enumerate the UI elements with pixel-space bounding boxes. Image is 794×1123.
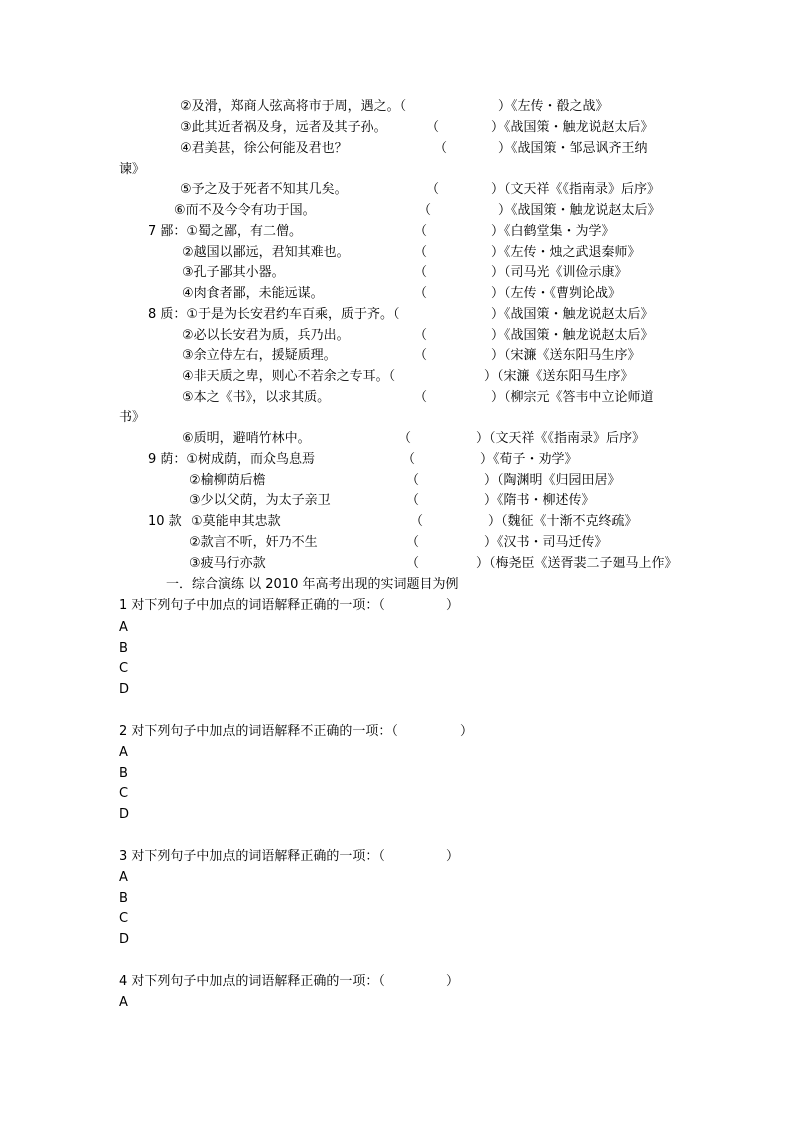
answer-bracket: （	[414, 328, 428, 343]
line-text: ②必以长安君为质，兵乃出。	[182, 328, 350, 343]
option-letter: D	[119, 932, 130, 947]
answer-bracket: （	[414, 245, 428, 260]
option-letter: D	[119, 682, 130, 697]
line-text: 8 质：①于是为长安君约车百乘，质于齐。（	[148, 307, 400, 322]
line-source: ）《左传・殽之战》	[498, 99, 609, 114]
option-letter: A	[119, 620, 128, 635]
line-source: ）（魏征《十渐不克终疏》	[488, 514, 638, 529]
answer-bracket: （	[406, 535, 420, 550]
line-text: ④肉食者鄙，未能远谋。	[182, 286, 324, 301]
line-text: ③孔子鄙其小器。	[182, 265, 285, 280]
line-text: ⑥质明，避哨竹林中。	[182, 431, 311, 446]
answer-bracket: （	[398, 431, 412, 446]
answer-bracket: （	[414, 348, 428, 363]
line-text: ④非天质之卑，则心不若余之专耳。（	[182, 369, 396, 384]
line-text: ③余立侍左右，援疑质理。	[182, 348, 337, 363]
line-text: ⑤予之及于死者不知其几矣。	[180, 182, 348, 197]
answer-bracket: （	[414, 224, 428, 239]
line-source: ）（司马光《训俭示康》	[491, 265, 628, 280]
answer-bracket: （	[414, 265, 428, 280]
answer-bracket: （	[434, 141, 448, 156]
line-source: ）《战国策・触龙说赵太后》	[491, 307, 654, 322]
answer-bracket: ）	[446, 974, 460, 989]
answer-bracket: （	[406, 493, 420, 508]
line-source: ）《汉书・司马迁传》	[484, 535, 608, 550]
heading-text: 一．综合演练 以 2010 年高考出现的实词题目为例	[166, 577, 459, 592]
question-text: 2 对下列句子中加点的词语解释不正确的一项：（	[119, 724, 398, 739]
option-letter: B	[119, 891, 128, 906]
answer-bracket: ）	[460, 724, 474, 739]
question-text: 4 对下列句子中加点的词语解释正确的一项：（	[119, 974, 385, 989]
option-letter: D	[119, 807, 130, 822]
line-source: ）《隋书・柳述传》	[484, 493, 595, 508]
answer-bracket: （	[406, 473, 420, 488]
line-text: ⑥而不及今令有功于国。	[174, 203, 316, 218]
line-source: ）《战国策・触龙说赵太后》	[491, 120, 654, 135]
line-source: ）《战国策・触龙说赵太后》	[498, 203, 661, 218]
option-letter: C	[119, 911, 129, 926]
line-text: 书》	[119, 410, 146, 425]
line-source: ）（文天祥《《指南录》后序》	[476, 431, 646, 446]
line-text: ③疲马行亦款	[189, 556, 266, 571]
option-letter: A	[119, 870, 128, 885]
answer-bracket: （	[410, 514, 424, 529]
question-text: 1 对下列句子中加点的词语解释正确的一项：（	[119, 598, 385, 613]
line-source: ）《白鹤堂集・为学》	[491, 224, 615, 239]
line-source: ）（文天祥《《指南录》后序》	[491, 182, 661, 197]
line-text: 7 鄙：①蜀之鄙，有二僧。	[148, 224, 303, 239]
line-text: ②款言不听，奸乃不生	[189, 535, 318, 550]
answer-bracket: ）	[446, 598, 460, 613]
line-label: 10 款	[148, 514, 182, 529]
option-letter: A	[119, 745, 128, 760]
line-text: ①莫能申其忠款	[191, 514, 281, 529]
line-text: 谏》	[119, 162, 146, 177]
line-text: ②越国以鄙远，君知其难也。	[182, 245, 350, 260]
answer-bracket: （	[418, 203, 432, 218]
option-letter: B	[119, 641, 128, 656]
line-text: ②榆柳荫后檐	[189, 473, 266, 488]
answer-bracket: （	[426, 182, 440, 197]
line-source: ）（左传・《曹刿论战》	[491, 286, 622, 301]
answer-bracket: （	[402, 452, 416, 467]
line-source: ）（柳宗元《答韦中立论师道	[491, 390, 654, 405]
line-source: ）《战国策・触龙说赵太后》	[491, 328, 654, 343]
question-text: 3 对下列句子中加点的词语解释正确的一项：（	[119, 849, 385, 864]
line-source: ）《战国策・邹忌讽齐王纳	[498, 141, 648, 156]
answer-bracket: ）	[446, 849, 460, 864]
option-letter: C	[119, 786, 129, 801]
line-text: ③此其近者祸及身，远者及其子孙。	[180, 120, 387, 135]
line-text: 9 荫：①树成荫，而众鸟息焉	[148, 452, 316, 467]
line-source: ）《左传・烛之武退秦师》	[491, 245, 641, 260]
line-source: ）（宋濂《送东阳马生序》	[484, 369, 634, 384]
line-source: ）（陶渊明《归园田居》	[484, 473, 621, 488]
answer-bracket: （	[414, 390, 428, 405]
answer-bracket: （	[406, 556, 420, 571]
answer-bracket: （	[414, 286, 428, 301]
line-text: ⑤本之《书》，以求其质。	[182, 390, 331, 405]
line-source: ）（梅尧臣《送胥裴二子廻马上作》	[476, 556, 678, 571]
line-text: ②及滑，郑商人弦高将市于周，遇之。（	[180, 99, 407, 114]
option-letter: C	[119, 661, 129, 676]
line-source: ）（宋濂《送东阳马生序》	[491, 348, 641, 363]
option-letter: A	[119, 995, 128, 1010]
line-source: ）《荀子・劝学》	[480, 452, 578, 467]
line-text: ③少以父荫，为太子亲卫	[189, 493, 331, 508]
line-text: ④君美甚，徐公何能及君也？	[180, 141, 348, 156]
option-letter: B	[119, 766, 128, 781]
answer-bracket: （	[426, 120, 440, 135]
